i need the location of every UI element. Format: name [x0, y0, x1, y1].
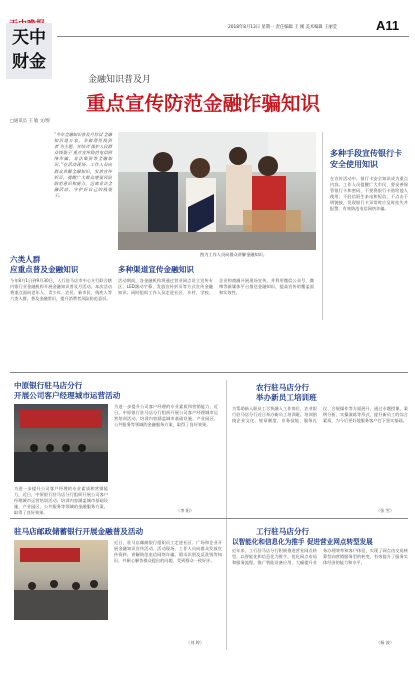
bottom-left-body: 近日，驻马店邮储银行组织员工走进社区、广场和企业开展金融知识宣传活动。活动现场，工作人员向群众发放宣传资料，讲解防范电信网络诈骗、假币识别及反洗钱等知识，并耐心解答群众提出的问题，受到群众一致好评。 — [114, 540, 222, 564]
section-divider — [10, 372, 408, 373]
sidebar-rule — [322, 132, 323, 320]
mid-vertical-divider — [226, 380, 227, 650]
kicker: 金融知识普及月 — [88, 75, 152, 85]
bottom-left-photo — [14, 540, 108, 620]
bottom-right-title: 工行驻马店分行 — [256, 527, 310, 536]
mid-right-signature: （张 雪） — [376, 508, 395, 513]
mid-left-photo — [14, 404, 108, 482]
mid-right-subtitle: 举办新员工培训班 — [256, 393, 317, 402]
section-a-title: 六类人群 — [10, 255, 41, 264]
mid-left-body: 为进一步提升公司客户经理的专业素质和营销能力，近日，中原银行驻马店分行组织开展公司客户经理城市运营培训活动。培训内容涵盖城市基础设施、产业园区、公共服务等领域的金融服务方案，取得了良好效果。 — [14, 486, 108, 516]
section-divider-2 — [10, 518, 408, 519]
section-b-body: 活动期间，各金融机构将通过营业网点设立宣传专区、LED滚动字幕、发放宣传折页等方式宣传金融知识；同时组织工作人员走进社区、乡村、学校、企业和商圈开展现场宣传，并利用微信公众号、微博等新媒体平台推送金融知识，提高宣传的覆盖面和实效性。 — [118, 278, 314, 296]
lead-paragraph: “今年金融知识普及月将以‘金融知识进万家，争做理性投资者’为主题，并结合‘保护人民群众钱袋子’重点宣传防范电信网络诈骗、非法集资等金融知识。”在活动现场，工作人员向群众讲解金融知识，发放宣传折页，提醒广大群众增强风险防范意识和能力，远离非法金融活动，守护好自己的钱袋子。 — [54, 132, 112, 198]
bottom-right-signature: （杨 波） — [376, 640, 395, 645]
sidebar-title: 多种手段宣传银行卡安全使用知识 — [330, 149, 402, 169]
byline: □通讯员 王 敏 文/图 — [10, 119, 50, 124]
bottom-left-signature: （刘 婷） — [186, 640, 205, 645]
outdoor-event-photo-illustration — [14, 540, 108, 620]
mid-right-body: 为帮助新入职员工尽快融入工作岗位，农业银行驻马店分行近日举办新员工培训班。培训围绕企业文化、规章制度、业务技能、服务礼仪、合规操作等方面展开，通过专题授课、案例分析、实操演练等形式，提升新员工的综合素质，为今后更好地服务客户打下坚实基础。 — [232, 406, 408, 424]
newspaper-logo — [9, 12, 45, 22]
mid-right-title: 农行驻马店分行 — [256, 383, 310, 392]
bottom-right-subtitle: 以智能化和信息化为推手 促进营业网点转型发展 — [232, 538, 373, 546]
page-number: A11 — [376, 18, 400, 33]
bottom-right-body: 近年来，工行驻马店分行积极推进营业网点转型，以智能化和信息化为推手，优化网点布局和服务流程，推广智能设备应用，大幅提升业务办理效率和客户体验，实现了网点由交易核算型向营销服务型的转变，有效提升了服务实体经济的能力和水平。 — [232, 548, 408, 566]
mid-left-signature: （李 阳） — [176, 508, 195, 513]
main-photo — [118, 132, 316, 250]
mid-left-column2 — [114, 404, 218, 506]
section-a-body: 今年8月1日到9月30日，人行驻马店市中心支行联合辖内银行业金融机构开展金融知识普及月活动。本次活动将重点面向老年人、青少年、农民、新市民、残疾人等六类人群，普及金融常识，提升消费者风险防范意识。 — [10, 278, 112, 302]
photo-caption: 图为工作人员向群众讲解金融知识。 — [200, 252, 268, 257]
section-name-line1: 天中 — [12, 28, 46, 48]
mid-left-title: 中原银行驻马店分行 — [14, 381, 83, 390]
header-rule — [57, 36, 409, 37]
mid-left-body-continued: 为进一步提升公司客户经理的专业素质和营销能力，近日，中原银行驻马店分行组织开展公司客户经理城市运营培训活动。培训内容涵盖城市基础设施、产业园区、公共服务等领域的金融服务方案，取得了良好效果。 — [114, 404, 218, 428]
section-badge — [6, 23, 52, 79]
section-b-title: 多种渠道宣传金融知识 — [118, 265, 194, 274]
meeting-photo-illustration — [14, 404, 108, 482]
bottom-left-title: 驻马店邮政储蓄银行开展金融普及活动 — [14, 527, 144, 536]
date-line: 2018年8月13日 星期一 责任编辑 王 刚 美术编辑 王丽莹 — [228, 25, 337, 30]
photo-illustration — [118, 132, 316, 250]
masthead — [0, 0, 415, 115]
section-name-line2: 财金 — [12, 52, 46, 72]
sidebar-body: 在宣传活动中，银行卡安全知识成为重点内容。工作人员提醒广大市民，要妥善保管银行卡和密码，不要将银行卡借给他人使用；不轻信陌生来电和短信，不点击不明链接，发现银行卡异常时应及时挂失并报警，有效防范电信网络诈骗。 — [330, 176, 408, 212]
headline: 重点宣传防范金融诈骗知识 — [86, 92, 321, 115]
mid-left-subtitle: 开展公司客户经理城市运营活动 — [14, 391, 121, 400]
section-a-subtitle: 应重点普及金融知识 — [10, 265, 79, 274]
